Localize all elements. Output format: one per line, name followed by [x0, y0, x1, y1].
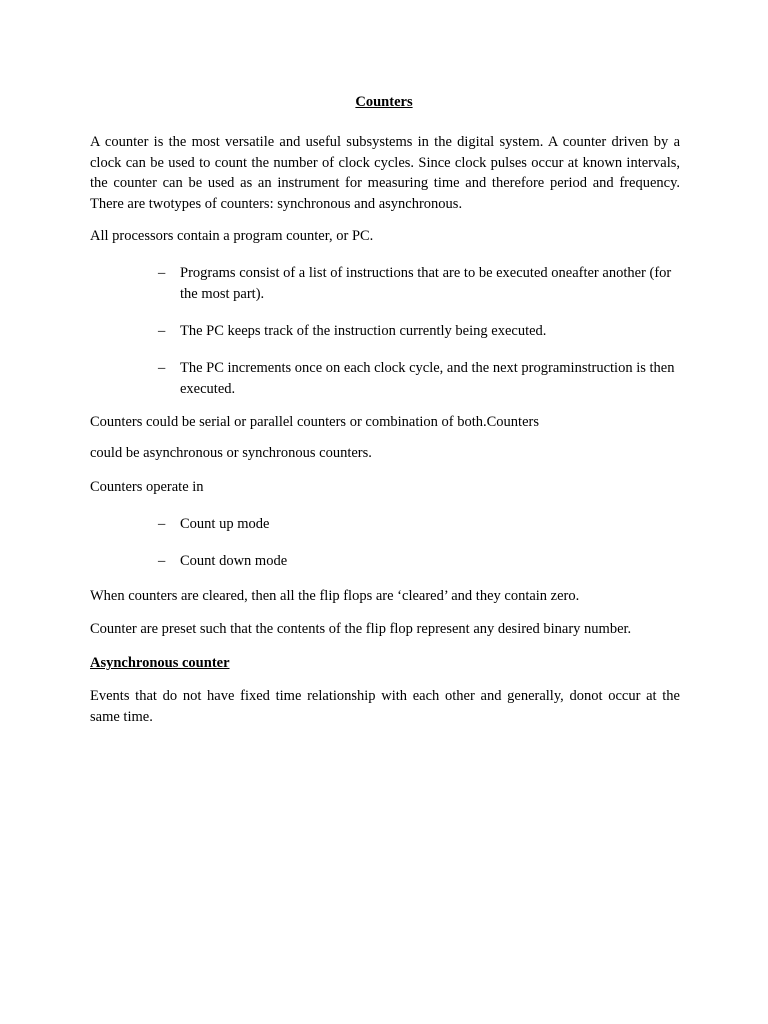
bullet-text: Count down mode [180, 553, 288, 569]
modes-intro-paragraph: Counters operate in [90, 479, 204, 495]
bullet-item [158, 514, 678, 536]
bullet-text: The PC increments once on each clock cycle, and the next programinstruction is then executed. [180, 360, 675, 397]
bullet-item [158, 263, 678, 305]
section-heading-asynchronous: Asynchronous counter [90, 655, 230, 671]
preset-paragraph: Counter are preset such that the contents of the flip flop represent any desired binary number. [90, 621, 632, 637]
intro-paragraph: A counter is the most versatile and useful subsystems in the digital system. A counter driven by a clock can be used to count the number of clock cycles. Since clock pulses occur at known intervals, the counter can be used as an instrument for measuring time and therefore period and frequency. There are twotypes of counters: synchronous and asynchronous. [90, 134, 680, 212]
pc-intro-paragraph: All processors contain a program counter, or PC. [90, 228, 374, 244]
bullet-text: Programs consist of a list of instructions that are to be executed oneafter another (for the most part). [180, 265, 672, 302]
page-title: Counters [355, 94, 413, 110]
dash-icon: – [158, 265, 166, 281]
bullet-item [158, 321, 678, 343]
dash-icon: – [158, 323, 166, 339]
async-paragraph: Events that do not have fixed time relationship with each other and generally, donot occur at the same time. [90, 688, 680, 725]
bullet-item [158, 358, 678, 400]
cleared-paragraph: When counters are cleared, then all the flip flops are ‘cleared’ and they contain zero. [90, 588, 580, 604]
bullet-text: Count up mode [180, 516, 270, 532]
dash-icon: – [158, 360, 166, 376]
dash-icon: – [158, 553, 166, 569]
bullet-text: The PC keeps track of the instruction currently being executed. [180, 323, 547, 339]
bullet-item [158, 551, 678, 573]
serial-paragraph-line2: could be asynchronous or synchronous counters. [90, 445, 372, 461]
serial-paragraph-line1: Counters could be serial or parallel counters or combination of both.Counters [90, 414, 539, 430]
dash-icon: – [158, 516, 166, 532]
